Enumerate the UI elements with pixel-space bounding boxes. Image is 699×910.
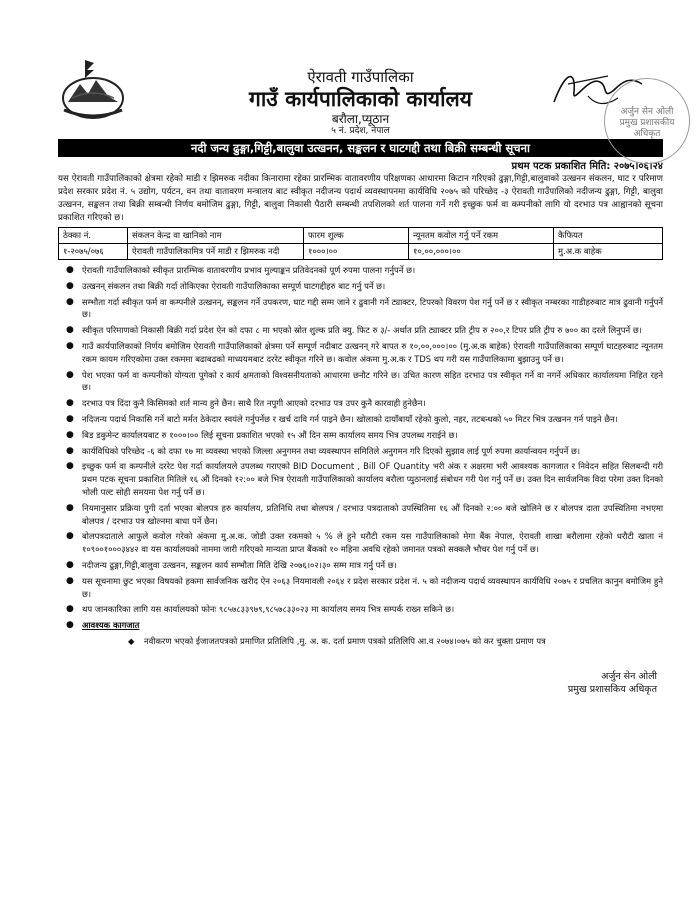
list-item-text: बिड डकुमेन्ट कार्यालयबाट रु १०००।०० लिई सूचना प्रकाशित भएको १५ औं दिन सम्म कार्यालय समय भित्र उपलब्ध गराईने छ। [82, 429, 458, 440]
list-item [58, 619, 663, 632]
bullet-icon: ● [66, 265, 74, 275]
table-header-row [59, 228, 663, 244]
signatory-block [58, 670, 663, 696]
list-item-text: यस सूचनामा छुट भएका विषयको हकमा सार्वजनिक खरीद ऐन २०६३ नियमावली २०६४ र प्रदेश सरकार प्रदेश नं. ५ को नदीजन्य पदार्थ व्यवस्थापन कार्यविधि २०७५ र प्रचलित कानुन बमोजिम हुने छ। [82, 575, 663, 599]
bullet-icon: ● [66, 280, 74, 291]
bullet-icon: ● [66, 531, 74, 542]
list-item-text: कार्यविधिको परिच्छेद -६ को दफा १७ मा व्यवस्था भएको जिल्ला अनुगमन तथा व्यवस्थापन समितिले अनुगमन गरि दिएको सुझाव लाई पूर्ण रुपमा कार्यान्वयन गर्नुपर्ने छ। [82, 445, 581, 456]
bullet-icon: ● [66, 413, 74, 424]
table-row [59, 244, 663, 260]
list-item [58, 397, 663, 410]
list-item-text: नियमानुसार प्रक्रिया पुगी दर्ता भएका बोलपत्र हरु कार्यालय, प्रतिनिधि तथा बोलपत्र / दरभाउ पत्रदाताको उपस्थितिमा १६ औं दिनको २:०० बजे खोलिने छ र बोलपत्र दाता उपस्थितिमा नभएमा बोलपत्र / दरभाउ पत्र खोल्नमा बाधा पर्ने छैन। [82, 502, 663, 526]
bullet-icon: ● [66, 502, 74, 513]
table-cell: १०००।०० [304, 244, 409, 260]
table-cell: ऐरावती गाउँपालिकामित्र पर्ने माडी र झिमरुक नदी [128, 244, 304, 260]
bullet-icon: ● [66, 429, 74, 440]
table-header-cell: संकलन केन्द्र वा खानिको नाम [128, 228, 304, 244]
signatory-name: अर्जुन सेन ओली [601, 670, 657, 682]
conditions-list [58, 264, 663, 632]
list-item-text: उत्खनन् संकलन तथा बिक्री गर्दा तोकिएका ऐरावती गाउँपालिकाका सम्पूर्ण घाटगद्दीहरु बाट गर्नु पर्ने छ। [82, 280, 386, 291]
table-header-cell: ठेक्का नं. [59, 228, 128, 244]
list-item [58, 280, 663, 293]
list-item [58, 324, 663, 337]
bullet-icon: ● [66, 296, 74, 307]
list-item [58, 460, 663, 498]
list-item-text: थप जानकारिका लागि यस कार्यालयको फोनः ९८५७८३३९७९,९८५७८३३०२३ मा कार्यालय समय भित्र सम्पर्क राख्न सकिने छ। [82, 604, 455, 615]
nepal-emblem-icon [58, 58, 128, 122]
bullet-icon: ● [66, 620, 74, 631]
list-item [58, 559, 663, 572]
stamp-text: अर्जुन सेन ओली प्रमुख प्रशासकीय अधिकृत [619, 107, 675, 139]
list-item [58, 445, 663, 458]
office-name: गाउँ कार्यपालिकाको कार्यालय [249, 87, 472, 111]
table-cell: मु.अ.क बाहेक [554, 244, 663, 260]
list-item-text: नदीजन्य ढुङ्गा,गिट्टी,बालुवा उत्खनन, सङ्कलन कार्य सम्भौता मिति देखि २०७६।०२।३० सम्म मात्र गर्नु पर्ने छ। [82, 559, 397, 570]
table-header-cell: फारम शुल्क [304, 228, 409, 244]
list-item [58, 413, 663, 426]
bullet-icon: ● [66, 325, 74, 336]
list-item-text: सम्भौता गर्दा स्वीकृत फर्म वा कम्पनीले उत्खनन्, सङ्कलन गर्ने उपकरण, घाट गद्दी सम्म जाने र ढुवानी गर्ने ट्याक्टर, टिपरको विवरण पेश गर्नु पर्ने छ र स्वीकृत नम्बरका गाडीहरुबाट मात्र ढुवानी गर्नुपर्ने छ। [82, 296, 663, 320]
table-header-cell: न्यूनतम कवोल गर्नु पर्ने रकम [409, 228, 554, 244]
table-header-cell: कैफियत [554, 228, 663, 244]
office-place: बरौला,प्यूठान [331, 112, 390, 126]
list-item [58, 429, 663, 442]
list-item [58, 296, 663, 322]
list-item [58, 603, 663, 616]
bullet-icon: ● [66, 340, 74, 351]
signatory-title: प्रमुख प्रशासकिय अधिकृत [567, 683, 657, 695]
documents-heading: आवश्यक कागजात [82, 620, 140, 631]
list-item-text: स्वीकृत परिमाणको निकासी बिक्री गर्दा प्रदेश ऐन को दफा ८ मा भएको स्रोत शुल्क प्रति क्यु. फिट रु ३/- अर्थात प्रति ट्याक्टर प्रति ट्रीप रु २००,र टिपर प्रति ट्रीप रु ७०० का दरले लिनुपर्ने छ। [82, 325, 642, 336]
office-stamp [604, 78, 690, 164]
bullet-icon: ● [66, 604, 74, 615]
list-item [58, 369, 663, 395]
list-item [58, 340, 663, 366]
list-item-text: दरभाउ पत्र दिंदा कुनै किसिमको शर्त मान्य हुने छैन। साथै रित नपुगी आएको दरभाउ पत्र उपर कुनै कारवाही हुनेछैन। [82, 398, 426, 409]
bullet-icon: ● [66, 445, 74, 456]
notice-title: नदी जन्य ढुङ्गा,गिट्टी,बालुवा उत्खनन, सङ्कलन र घाटगद्दी तथा बिक्री सम्बन्धी सूचना [58, 139, 663, 157]
list-item-text: इच्छुक फर्म वा कम्पनीले दररेट पेश गर्दा कार्यालयले उपलब्ध गराएको BID Document , Bill OF Quantity भरी अंक र अक्षरमा भरी आवश्यक कागजात र निवेदन सहित सिलबन्दी गरी प्रथम पटक सूचना प्रकाशित मितिले १६ औं दिनको १२:०० बजे भित्र ऐरावती गाउँपालिकाको कार्यालय बरौला प्युठानलाई संबोधन गरी पेश गर्नु पर्ने छ। उक्त दिन सार्वजनिक विदा परेमा उक्त दिनको भोली पल्ट सोही समयमा पेश गर्नु पर्ने छ। [82, 461, 663, 497]
bullet-icon: ● [66, 575, 74, 586]
documents-item [58, 635, 663, 648]
bullet-icon: ● [66, 559, 74, 570]
list-item [58, 530, 663, 556]
contract-table [58, 227, 663, 260]
office-province: ५ नं. प्रदेश, नेपाल [331, 126, 390, 136]
list-item [58, 575, 663, 601]
list-item-text: नदिजन्य पदार्थ निकासि गर्ने बाटो मर्मत ठेकेदार स्वयंले गर्नुपर्नेछ र खर्च दावि गर्न पाइने छैन। खोलाको दायाँबायाँ रहेको कुलो, नहर, तटबन्धको ५० मिटर भित्र उत्खनन गर्न पाइने छैन। [82, 413, 618, 424]
bullet-icon: ● [66, 369, 74, 380]
municipality-name: ऐरावती गाउँपालिका [307, 68, 414, 86]
list-item-text: बोलपत्रदाताले आफुले कवोल गरेको अंकमा मु.अ.क. जोडी उक्त रकमको ५ % ले हुने धरौटी रकम यस गाउँपालिकाको मेगा बैंक नेपाल, ऐरावती शाखा बरौलामा रहेको धरौटी खाता नं १०९००१०००३४४२ वा यस कार्यालयको नाममा जारी गरिएको मान्यता प्राप्त बैंकको १० महिना अवधि रहेको जमानत पत्रको सक्कलै भौचर पेश गर्नु पर्ने छ। [82, 531, 663, 555]
publish-date: प्रथम पटक प्रकाशित मिति: २०७५।०६।२४ [511, 161, 663, 172]
table-cell: १-२०७५/०७६ [59, 244, 128, 260]
list-item-text: गाउँ कार्यपालिकाको निर्णय बमोजिम ऐरावती गाउँपालिकाको क्षेत्रमा पर्ने सम्पूर्ण नदीबाट उत्खनन् गरे बापत रु १०,००,०००।०० (मु.अ.क बाहेक) ऐरावती गाउँपालिकाका सम्पूर्ण घाटहरुबाट न्यूनतम रकम कायम गरिएकोमा उक्त रकममा बढाबढको माध्ययमबाट दररेट स्वीकृत गरिने छ। कवोल अंकमा मु.अ.क र TDS थप गरी यस गाउँपालिकामा बुझाउनु पर्ने छ। [82, 340, 663, 364]
list-item [58, 502, 663, 528]
intro-paragraph: यस ऐरावती गाउँपालिकाको क्षेत्रमा रहेको माडी र झिमरुक नदीका किनारामा रहेका प्रारम्भिक वातावरणीय परिक्षणका आधारमा किटान गरिएको ढुङ्गा,गिट्टी,बालुवाको उत्खनन संकलन, घाट र परिमाण प्रदेश सरकार प्रदेश नं. ५ उद्योग, पर्यटन, वन तथा वातावरण मन्त्रालय बाट स्वीकृत नदीजन्य पदार्थ व्यवस्थापनमा कार्यविधि २०७५ को परिच्छेद -३ ऐरावती गाउँपालिको नदीजन्य ढुङ्गा, गिट्टी, बालुवा उत्खनन, सङ्कलन तथा बिक्री सम्बन्धी निर्णय बमोजिम ढुङ्गा, गिट्टी, बालुवा निकासी पैठारी सम्बन्धी तपशिलको शर्त पालना गर्ने गरी इच्छुक फर्म वा कम्पनीको लागि यो दरभाउ पत्र आह्वानको सूचना प्रकाशित गरिएको छ। [58, 174, 663, 223]
list-item-text: पेश भएका फर्म वा कम्पनीको योग्यता पुगेको र कार्य क्षमताको विश्वसनीयताको आधारमा छनौट गरिने छ। उचित कारण सहित दरभाउ पत्र स्वीकृत गर्ने वा नगर्ने अधिकार कार्यालयमा निहित रहने छ। [82, 369, 663, 393]
bullet-icon: ● [66, 398, 74, 409]
diamond-bullet-icon: ◆ [128, 635, 135, 646]
table-cell: १०,००,०००।०० [409, 244, 554, 260]
documents-item-text: नवीकरण भएको ईजाजतपत्रको प्रमाणित प्रतिलिपि ,मु. अ. क. दर्ता प्रमाण पत्रको प्रतिलिपि आ.व २०७४।०७५ को कर चुक्ता प्रमाण पत्र [144, 635, 546, 646]
list-item [58, 264, 663, 277]
list-item-text: ऐरावती गाउँपालिकाको स्वीकृत प्रारम्भिक वातावरणीय प्रभाव मुल्याङ्कन प्रतिवेदनको पूर्ण रुपमा पालना गर्नुपर्ने छ। [82, 265, 416, 275]
bullet-icon: ● [66, 461, 74, 472]
